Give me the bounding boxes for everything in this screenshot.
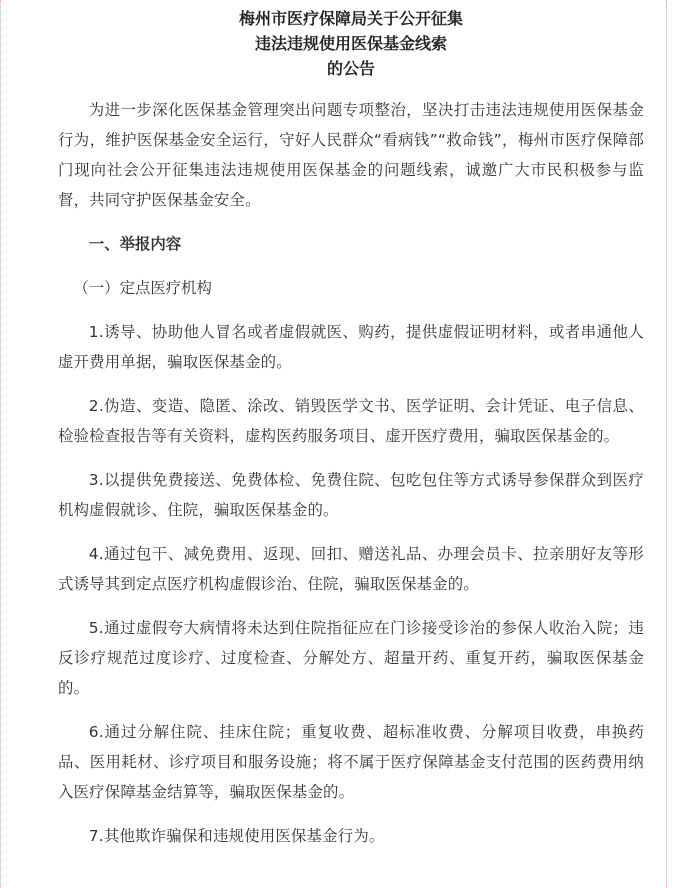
title-line-1: 梅州市医疗保障局关于公开征集 [238,9,463,28]
section-heading-report-content: 一、举报内容 [88,235,182,253]
left-border-line [0,0,1,888]
subheading-designated-medical-institutions: （一）定点医疗机构 [73,279,212,297]
list-item-3: 3.以提供免费接送、免费体检、免费住院、包吃包住等方式诱导参保群众到医疗机构虚假就诊、住院，骗取医保基金的。 [58,471,644,519]
list-item-6: 6.通过分解住院、挂床住院；重复收费、超标准收费、分解项目收费，串换药品、医用耗材、诊疗项目和服务设施；将不属于医疗保障基金支付范围的医药费用纳入医疗保障基金结算等，骗取医保基金的。 [58,723,644,801]
list-item-7: 7.其他欺诈骗保和违规使用医保基金行为。 [88,827,385,845]
list-item-5: 5.通过虚假夸大病情将未达到住院指征应在门诊接受诊治的参保人收治入院；违反诊疗规范过度诊疗、过度检查、分解处方、超量开药、重复开药，骗取医保基金的。 [58,619,644,697]
page-title [58,6,644,81]
right-border-line [666,0,667,888]
title-line-3: 的公告 [326,59,375,78]
article-content [58,6,644,851]
list-item-4: 4.通过包干、减免费用、返现、回扣、赠送礼品、办理会员卡、拉亲朋好友等形式诱导其到定点医疗机构虚假诊治、住院，骗取医保基金的。 [58,545,644,593]
intro-paragraph: 为进一步深化医保基金管理突出问题专项整治，坚决打击违法违规使用医保基金行为，维护医保基金安全运行，守好人民群众“看病钱”“救命钱”，梅州市医疗保障部门现向社会公开征集违法违规使用医保基金的问题线索，诚邀广大市民积极参与监督，共同守护医保基金安全。 [58,101,644,209]
title-line-2: 违法违规使用医保基金线索 [254,34,447,53]
list-item-2: 2.伪造、变造、隐匿、涂改、销毁医学文书、医学证明、会计凭证、电子信息、检验检查报告等有关资料，虚构医药服务项目、虚开医疗费用，骗取医保基金的。 [58,397,644,445]
list-item-1: 1.诱导、协助他人冒名或者虚假就医、购药，提供虚假证明材料，或者串通他人虚开费用单据，骗取医保基金的。 [58,323,644,371]
